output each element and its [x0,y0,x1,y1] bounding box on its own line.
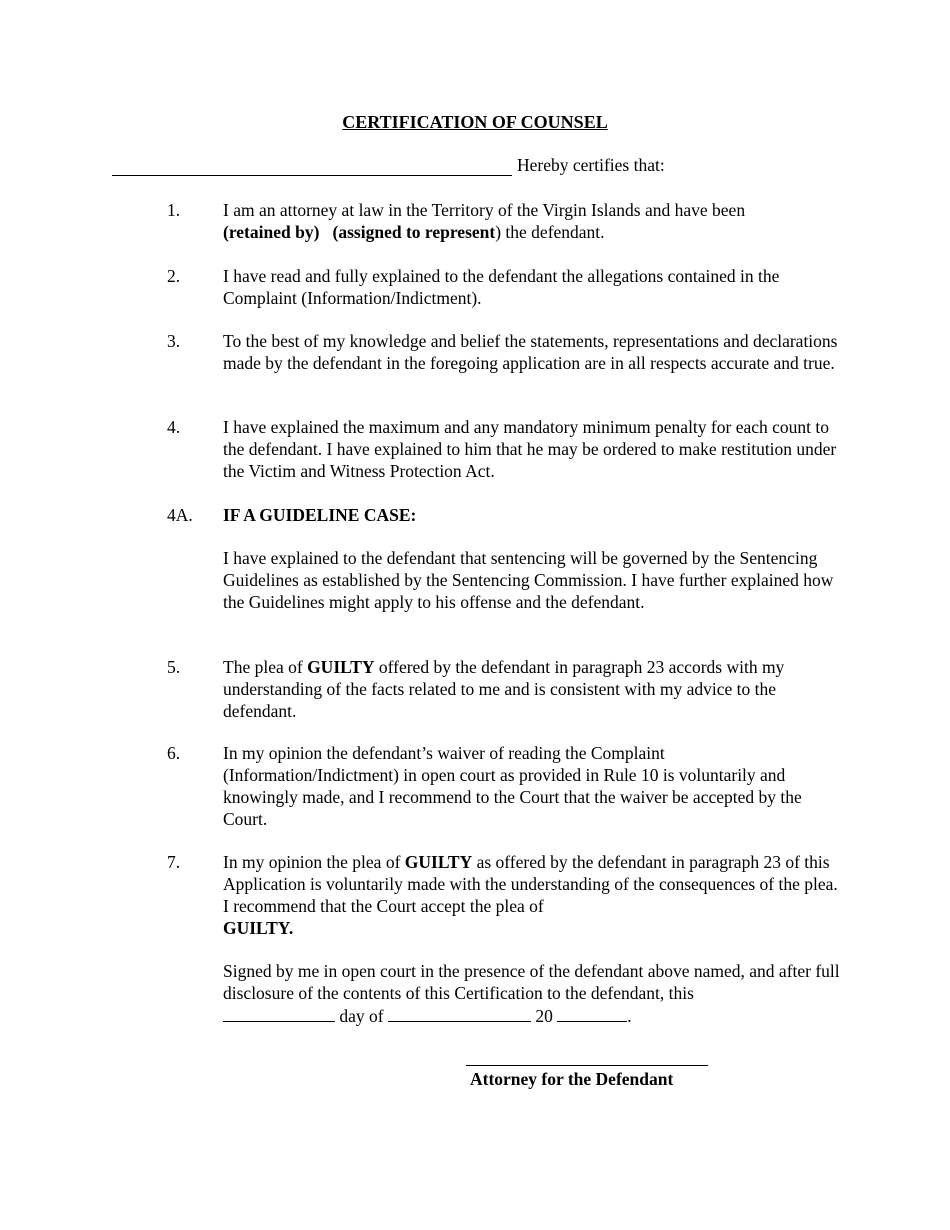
item-text [223,851,843,939]
item-heading: IF A GUIDELINE CASE: [223,505,417,525]
item-text-part: as offered by the defendant in paragraph 23 of this Application is voluntarily made with the understanding of the consequences of the plea. I recommend that the Court accept the plea of [223,852,838,916]
item-text-part: In my opinion the plea of [223,852,405,872]
year-blank[interactable] [557,1004,627,1022]
item-number: 7. [167,852,181,872]
item-number: 4. [167,417,181,437]
day-blank[interactable] [223,1004,335,1022]
item-text: I have explained to the defendant that sentencing will be governed by the Sentencing Guidelines as established by the Sentencing Commission. I have further explained how the Guidelines might apply to his offense and the defendant. [223,548,834,612]
guilty-text: GUILTY [404,852,473,872]
month-blank[interactable] [388,1004,531,1022]
retained-by-option: (retained by) [223,222,320,242]
item-text: In my opinion the defendant’s waiver of reading the Complaint (Information/Indictment) in open court as provided in Rule 10 is voluntarily and knowingly made, and I recommend to the Court that the waiver be accepted by the Court. [223,743,802,829]
item-number: 3. [167,331,181,351]
item-text-part: I am an attorney at law in the Territory of the Virgin Islands and have been [223,200,746,220]
item-number: 6. [167,743,181,763]
signed-text [223,960,843,1027]
guilty-text: GUILTY. [223,918,294,938]
item-text-part: The plea of [223,657,308,677]
certifies-text: Hereby certifies that: [517,155,665,175]
item-text: I have explained the maximum and any mandatory minimum penalty for each count to the defendant. I have explained to him that he may be ordered to make restitution under the Victim and Witness Protection Act. [223,417,837,481]
signed-statement: Signed by me in open court in the presence of the defendant above named, and after full disclosure of the contents of this Certification to the defendant, this [223,961,840,1003]
attorney-name-blank[interactable] [112,155,512,176]
item-number: 1. [167,200,181,220]
item-number: 4A. [167,505,193,525]
item-number: 2. [167,266,181,286]
year-prefix: 20 [535,1006,553,1026]
item-text [223,199,843,243]
signature-line[interactable] [466,1065,708,1066]
page-title: CERTIFICATION OF COUNSEL [342,112,608,132]
certifies-line [112,155,665,176]
signature-label: Attorney for the Defendant [470,1069,674,1089]
guilty-text: GUILTY [307,657,375,677]
day-of-text: day of [339,1006,384,1026]
period: . [627,1006,632,1026]
item-text-part: ) the defendant. [495,222,605,242]
item-text [223,656,843,722]
item-text-part: offered by the defendant in paragraph 23 accords with my understanding of the facts related to me and is consistent with my advice to the defendant. [223,657,785,721]
item-text: I have read and fully explained to the defendant the allegations contained in the Complaint (Information/Indictment). [223,266,780,308]
item-number: 5. [167,657,181,677]
assigned-option: (assigned to represent [332,222,496,242]
item-text: To the best of my knowledge and belief the statements, representations and declarations made by the defendant in the foregoing application are in all respects accurate and true. [223,331,838,373]
